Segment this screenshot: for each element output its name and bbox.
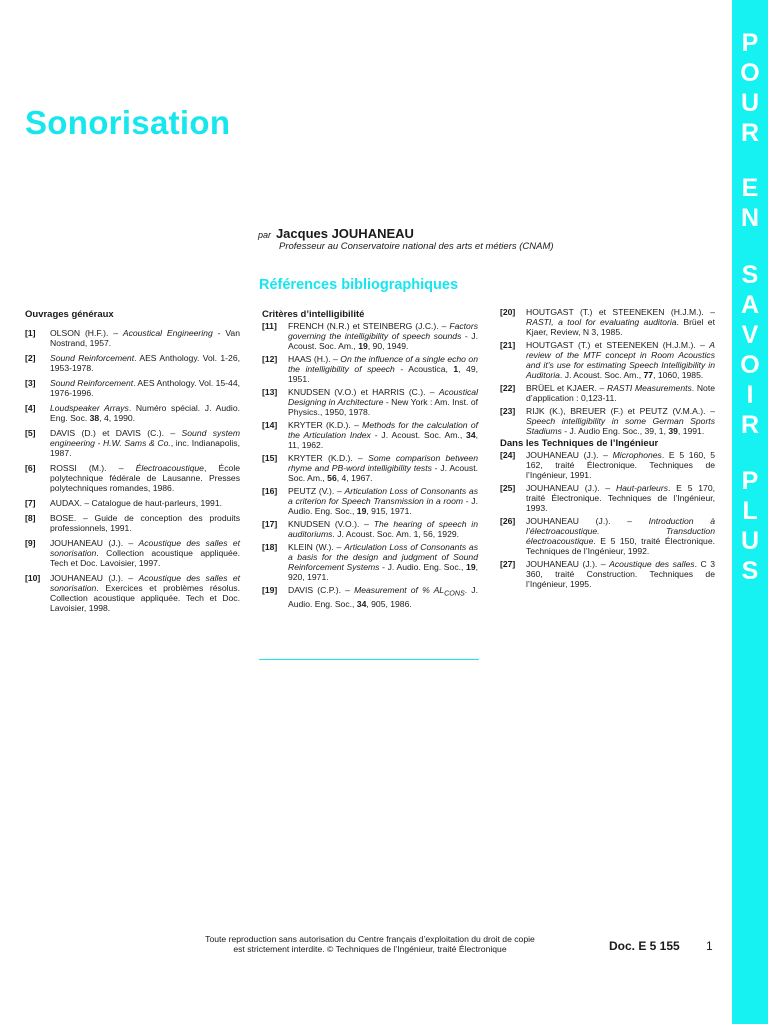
reference-item bbox=[25, 538, 240, 568]
sidebar-word-savoir bbox=[732, 260, 768, 440]
reference-number: [20] bbox=[500, 307, 516, 317]
reference-text: KLEIN (W.). – Articulation Loss of Consonants as a basis for the design and judgment of Sound Reinforcement Systems - J. Audio. Eng. Soc., 19, 920, 1971. bbox=[288, 542, 478, 582]
document-reference: Doc. E 5 155 bbox=[609, 939, 680, 953]
reference-number: [11] bbox=[262, 321, 277, 331]
reference-number: [7] bbox=[25, 498, 36, 508]
reference-item bbox=[25, 463, 240, 493]
reference-text: BRÜEL et KJAER. – RASTI Measurements. Note d’application : 0,123-11. bbox=[526, 383, 715, 403]
reference-text: HOUTGAST (T.) et STEENEKEN (H.J.M.). – A review of the MTF concept in Room Acoustics and it’s use for estimating Speech Intelligibility in Auditoria. J. Acoust. Soc. Am., 77, 1060, 1985. bbox=[526, 340, 715, 380]
reference-number: [19] bbox=[262, 585, 278, 595]
reference-text: AUDAX. – Catalogue de haut-parleurs, 1991. bbox=[50, 498, 222, 508]
reference-text: Sound Reinforcement. AES Anthology. Vol. 1-26, 1953-1978. bbox=[50, 353, 240, 373]
sidebar-banner bbox=[732, 0, 768, 1024]
reference-number: [3] bbox=[25, 378, 36, 388]
reference-item bbox=[25, 513, 240, 533]
reference-item bbox=[500, 516, 715, 556]
reference-item bbox=[500, 406, 715, 436]
reference-text: BOSE. – Guide de conception des produits professionnels, 1991. bbox=[50, 513, 240, 533]
sidebar-letter: N bbox=[740, 204, 760, 232]
sidebar-letter: E bbox=[741, 174, 759, 202]
reference-number: [26] bbox=[500, 516, 516, 526]
reference-number: [12] bbox=[262, 354, 278, 364]
section-title: Ouvrages généraux bbox=[25, 309, 114, 320]
sidebar-letter: L bbox=[742, 497, 758, 525]
sidebar-letter: O bbox=[740, 59, 760, 87]
references-heading: Références bibliographiques bbox=[259, 277, 459, 293]
sidebar-word-en bbox=[732, 173, 768, 233]
reference-item bbox=[25, 573, 240, 613]
reference-text: Loudspeaker Arrays. Numéro spécial. J. Audio. Eng. Soc. 38, 4, 1990. bbox=[50, 403, 240, 423]
footer-line: est strictement interdite. © Techniques de l’Ingénieur, traité Électronique bbox=[233, 944, 507, 954]
reference-text: PEUTZ (V.). – Articulation Loss of Consonants as a criterion for Speech Transmission in a room - J. Audio. Eng. Soc., 19, 915, 1971. bbox=[288, 486, 478, 516]
column-1 bbox=[25, 310, 240, 618]
reference-item bbox=[262, 321, 478, 351]
reference-list bbox=[500, 307, 715, 436]
reference-number: [9] bbox=[25, 538, 36, 548]
sidebar-letter: A bbox=[740, 291, 760, 319]
reference-list bbox=[25, 328, 240, 613]
sidebar-word-pour bbox=[732, 28, 768, 148]
copyright-footer bbox=[150, 934, 590, 954]
reference-number: [23] bbox=[500, 406, 516, 416]
sidebar-letter: V bbox=[741, 321, 759, 349]
reference-number: [16] bbox=[262, 486, 278, 496]
sidebar-letter: R bbox=[740, 119, 760, 147]
sidebar-letter: S bbox=[741, 557, 759, 585]
reference-text: KNUDSEN (V.O.). – The hearing of speech in auditoriums. J. Acoust. Soc. Am. 1, 56, 1929. bbox=[288, 519, 478, 539]
reference-item bbox=[262, 486, 478, 516]
sidebar-letter: U bbox=[740, 527, 760, 555]
reference-text: KRYTER (K.D.). – Methods for the calculation of the Articulation Index - J. Acoust. Soc. Am., 34, 11, 1962. bbox=[288, 420, 478, 450]
reference-text: KRYTER (K.D.). – Some comparison between rhyme and PB-word intelligibility tests - J. Acoust. Soc. Am., 56, 4, 1967. bbox=[288, 453, 478, 483]
reference-text: RIJK (K.), BREUER (F.) et PEUTZ (V.M.A.). – Speech intelligibility in some German Sports Stadiums - J. Audio Eng. Soc., 39, 1, 39, 1991. bbox=[526, 406, 715, 436]
reference-text: Sound Reinforcement. AES Anthology. Vol. 15-44, 1976-1996. bbox=[50, 378, 240, 398]
reference-number: [8] bbox=[25, 513, 36, 523]
reference-text: FRENCH (N.R.) et STEINBERG (J.C.). – Factors governing the intelligibility of speech sounds - J. Acoust. Soc. Am., 19, 90, 1949. bbox=[288, 321, 478, 351]
reference-item bbox=[500, 383, 715, 403]
reference-item bbox=[25, 328, 240, 348]
reference-number: [6] bbox=[25, 463, 36, 473]
reference-item bbox=[25, 378, 240, 398]
reference-item bbox=[500, 450, 715, 480]
sidebar-letter: U bbox=[740, 89, 760, 117]
author-affiliation: Professeur au Conservatoire national des arts et métiers (CNAM) bbox=[279, 241, 554, 252]
reference-number: [17] bbox=[262, 519, 278, 529]
reference-text: KNUDSEN (V.O.) et HARRIS (C.). – Acoustical Designing in Architecture - New York : Am. Inst. of Physics., 1950, 1978. bbox=[288, 387, 478, 417]
sidebar-letter: I bbox=[746, 381, 754, 409]
reference-item bbox=[262, 519, 478, 539]
sidebar-word-plus bbox=[732, 466, 768, 586]
byline-par: par bbox=[258, 230, 272, 240]
author-byline bbox=[258, 226, 414, 241]
reference-number: [27] bbox=[500, 559, 516, 569]
reference-text: JOUHANEAU (J.). – Microphones. E 5 160, 5 162, traité Électronique. Techniques de l’Ingénieur, 1991. bbox=[526, 450, 715, 480]
reference-number: [18] bbox=[262, 542, 278, 552]
reference-list bbox=[500, 450, 715, 589]
reference-number: [13] bbox=[262, 387, 278, 397]
reference-number: [21] bbox=[500, 340, 516, 350]
reference-number: [25] bbox=[500, 483, 516, 493]
reference-item bbox=[25, 498, 240, 508]
reference-number: [1] bbox=[25, 328, 36, 338]
section-title: Dans les Techniques de l’Ingénieur bbox=[500, 438, 659, 449]
reference-text: JOUHANEAU (J.). – Acoustique des salles et sonorisation. Collection acoustique appliquée. Tech et Doc. Lavoisier, 1997. bbox=[50, 538, 240, 568]
reference-text: ROSSI (M.). – Électroacoustique, École polytechnique fédérale de Lausanne. Presses polytechniques romandes, 1986. bbox=[50, 463, 241, 493]
page-number: 1 bbox=[706, 939, 713, 953]
reference-number: [15] bbox=[262, 453, 278, 463]
divider-rule bbox=[259, 659, 479, 660]
reference-item bbox=[500, 483, 715, 513]
sidebar-letter: P bbox=[741, 467, 759, 495]
reference-text: DAVIS (D.) et DAVIS (C.). – Sound system engineering - H.W. Sams & Co., inc. Indianapolis, 1987. bbox=[50, 428, 240, 458]
reference-item bbox=[25, 403, 240, 423]
sidebar-letter: P bbox=[741, 29, 759, 57]
reference-number: [5] bbox=[25, 428, 36, 438]
reference-item bbox=[500, 307, 715, 337]
reference-item bbox=[262, 453, 478, 483]
reference-item bbox=[500, 340, 715, 380]
reference-number: [4] bbox=[25, 403, 36, 413]
reference-item bbox=[262, 542, 478, 582]
reference-text: HOUTGAST (T.) et STEENEKEN (H.J.M.). – RASTI, a tool for evaluating auditoria. Brüel et Kjaer, Review, N 3, 1985. bbox=[526, 307, 715, 337]
reference-text: JOUHANEAU (J.). – Acoustique des salles et sonorisation. Exercices et problèmes résolus. Collection acoustique appliquée. Tech et Doc. Lavoisier, 1998. bbox=[50, 573, 240, 613]
reference-text: JOUHANEAU (J.). – Introduction à l’électroacoustique. Transduction électroacoustique. E 5 150, traité Électronique. Techniques de l’Ingénieur, 1992. bbox=[526, 516, 715, 556]
reference-number: [24] bbox=[500, 450, 516, 460]
reference-item bbox=[25, 428, 240, 458]
page-title: Sonorisation bbox=[25, 104, 231, 141]
reference-number: [2] bbox=[25, 353, 36, 363]
reference-number: [22] bbox=[500, 383, 516, 393]
reference-number: [10] bbox=[25, 573, 41, 583]
sidebar-letter: O bbox=[740, 351, 760, 379]
reference-item bbox=[262, 354, 478, 384]
reference-number: [14] bbox=[262, 420, 278, 430]
reference-item bbox=[25, 353, 240, 373]
reference-item bbox=[262, 585, 478, 609]
sidebar-letter: R bbox=[740, 411, 760, 439]
footer-line: Toute reproduction sans autorisation du Centre français d’exploitation du droit de copie bbox=[205, 934, 535, 944]
reference-item bbox=[500, 559, 715, 589]
column-3 bbox=[500, 307, 715, 592]
reference-text: JOUHANEAU (J.). – Haut-parleurs. E 5 170, traité Électronique. Techniques de l’Ingénieur, 1993. bbox=[526, 483, 715, 513]
section-title: Critères d’intelligibilité bbox=[262, 309, 365, 320]
reference-list bbox=[262, 321, 478, 609]
reference-text: DAVIS (C.P.). – Measurement of % $AL_{CONS}$. J. Audio. Eng. Soc., 34, 905, 1986. bbox=[288, 585, 478, 609]
reference-text: HAAS (H.). – On the influence of a single echo on the intelligibility of speech - Acoustica, 1, 49, 1951. bbox=[288, 354, 478, 384]
reference-item bbox=[262, 387, 478, 417]
reference-text: JOUHANEAU (J.). – Acoustique des salles. C 3 360, traité Construction. Techniques de l’Ingénieur, 1995. bbox=[526, 559, 715, 589]
sidebar-letter: S bbox=[741, 261, 759, 289]
column-2 bbox=[262, 310, 478, 612]
reference-item bbox=[262, 420, 478, 450]
author-name: Jacques JOUHANEAU bbox=[275, 226, 414, 241]
reference-text: OLSON (H.F.). – Acoustical Engineering - Van Nostrand, 1957. bbox=[50, 328, 240, 348]
